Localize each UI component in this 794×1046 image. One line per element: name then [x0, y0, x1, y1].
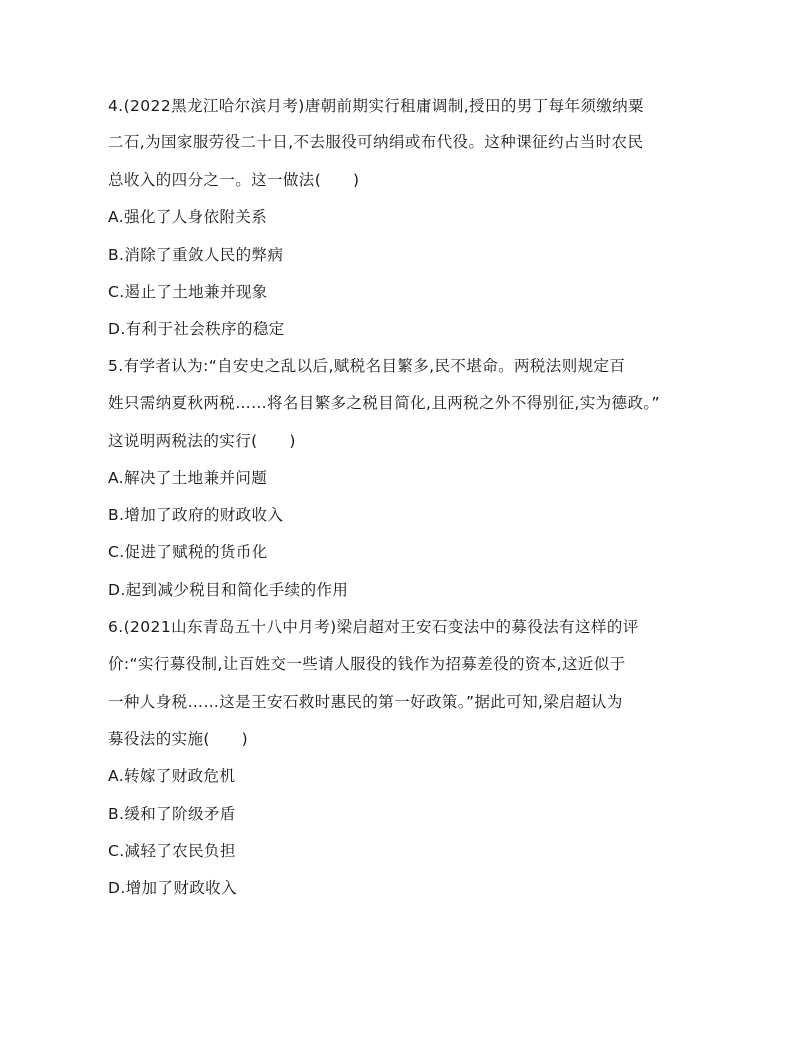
- q5-option-c: C.促进了赋税的货币化: [108, 543, 268, 561]
- q4-option-a: A.强化了人身依附关系: [108, 208, 268, 226]
- q6-option-a: A.转嫁了财政危机: [108, 767, 236, 785]
- q4-option-d: D.有利于社会秩序的稳定: [108, 320, 285, 338]
- q4-stem-line-2: 二石,为国家服劳役二十日,不去服役可纳绢或布代役。这种课征约占当时农民: [108, 133, 644, 151]
- q6-stem-line-1: 6.(2021山东青岛五十八中月考)梁启超对王安石变法中的募役法有这样的评: [108, 618, 639, 636]
- q6-stem-line-4: 募役法的实施( ): [108, 730, 249, 748]
- q4-option-b: B.消除了重敛人民的弊病: [108, 246, 284, 264]
- q5-stem-line-2: 姓只需纳夏秋两税……将名目繁多之税目简化,且两税之外不得别征,实为德政。”: [108, 394, 660, 412]
- q5-option-d: D.起到减少税目和简化手续的作用: [108, 581, 349, 599]
- q4-stem-line-1: 4.(2022黑龙江哈尔滨月考)唐朝前期实行租庸调制,授田的男丁每年须缴纳粟: [108, 97, 644, 115]
- q5-stem-line-1: 5.有学者认为:“自安史之乱以后,赋税名目繁多,民不堪命。两税法则规定百: [108, 357, 626, 375]
- q4-stem-line-3: 总收入的四分之一。这一做法( ): [108, 171, 360, 189]
- q4-option-c: C.遏止了土地兼并现象: [108, 283, 268, 301]
- q6-stem-line-2: 价:“实行募役制,让百姓交一些请人服役的钱作为招募差役的资本,这近似于: [108, 655, 626, 673]
- q5-stem-line-3: 这说明两税法的实行( ): [108, 432, 296, 450]
- q6-option-b: B.缓和了阶级矛盾: [108, 805, 236, 823]
- q6-option-c: C.减轻了农民负担: [108, 842, 236, 860]
- q5-option-a: A.解决了土地兼并问题: [108, 469, 268, 487]
- q5-option-b: B.增加了政府的财政收入: [108, 506, 284, 524]
- q6-option-d: D.增加了财政收入: [108, 879, 237, 897]
- q6-stem-line-3: 一种人身税……这是王安石救时惠民的第一好政策。”据此可知,梁启超认为: [108, 693, 623, 711]
